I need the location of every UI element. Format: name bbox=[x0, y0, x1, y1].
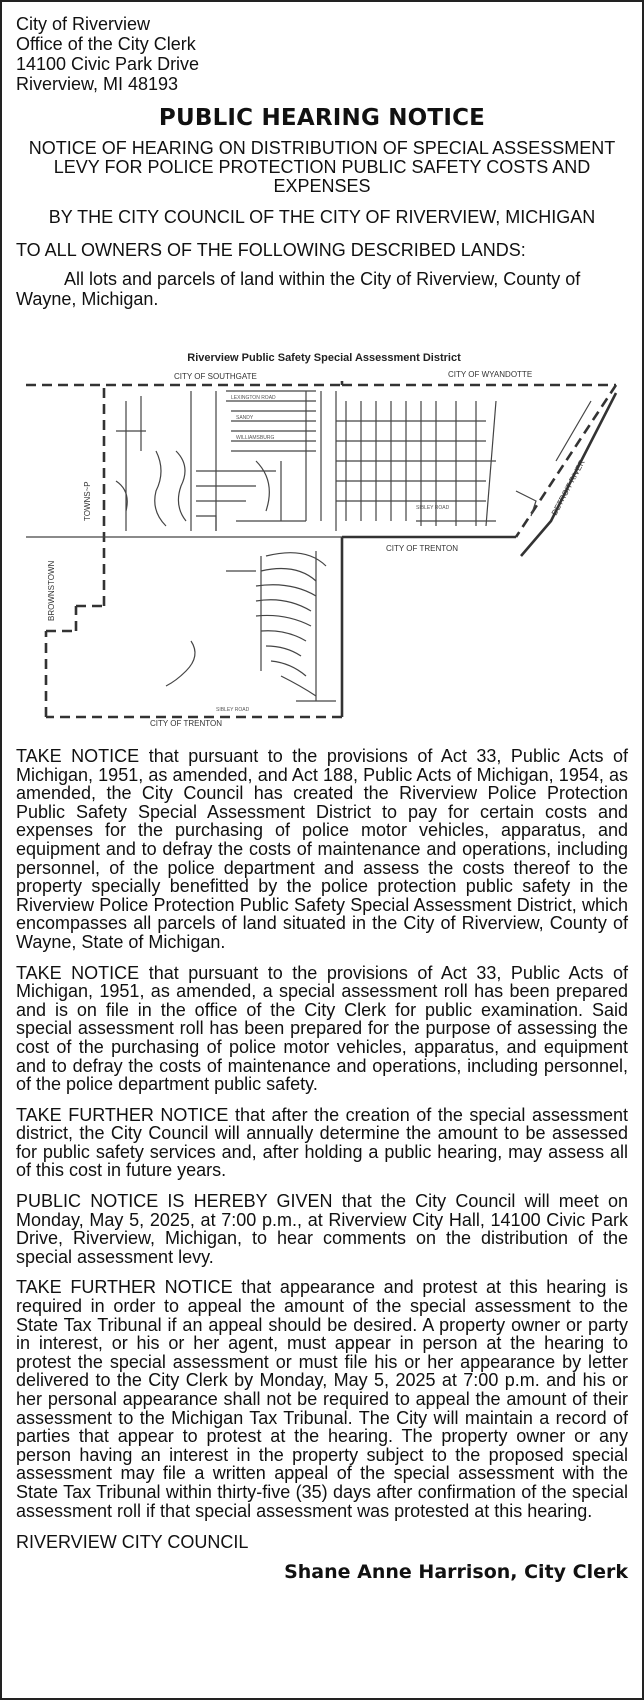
notice-paragraph-1: TAKE NOTICE that pursuant to the provisions of Act 33, Public Acts of Michigan, 1951, as amended, and Act 188, Public Acts of Michigan, 1954, as amended, the City Council has created the Riverview Police Protection Public Safety Special Assessment District to pay for certain costs and expenses for the purchasing of police motor vehicles, apparatus, and equipment and to defray the costs of maintenance and operations, including personnel, of the police department and assess the costs thereof to the property specially benefitted by the police protection public safety in the Riverview Police Protection Public Safety Special Assessment District, which encompasses all parcels of land situated in the City of Riverview, County of Wayne, State of Michigan. bbox=[16, 746, 628, 952]
map-label-brownstown: BROWNSTOWN bbox=[47, 560, 56, 621]
river-shoreline bbox=[521, 393, 616, 556]
notice-subtitle: NOTICE OF HEARING ON DISTRIBUTION OF SPECIAL ASSESSMENT LEVY FOR POLICE PROTECTION PUBLIC SAFETY COSTS AND EXPENSES bbox=[28, 138, 616, 196]
map-label-trenton-east: CITY OF TRENTON bbox=[386, 544, 459, 553]
address-line-zip: Riverview, MI 48193 bbox=[16, 74, 179, 94]
svg-text:SIBLEY ROAD: SIBLEY ROAD bbox=[416, 505, 450, 511]
clerk-signature: Shane Anne Harrison, City Clerk bbox=[284, 1561, 628, 1584]
council-signature: RIVERVIEW CITY COUNCIL bbox=[16, 1532, 249, 1553]
notice-paragraph-4: PUBLIC NOTICE IS HEREBY GIVEN that the City Council will meet on Monday, May 5, 2025, at 7:00 p.m., at Riverview City Hall, 14100 Civic Park Drive, Riverview, Michigan, to hear comments on the distribution of the special assessment levy. bbox=[16, 1191, 628, 1267]
map-title: Riverview Public Safety Special Assessment District bbox=[187, 352, 461, 364]
district-map bbox=[16, 341, 628, 731]
map-label-river: DETROIT RIVER bbox=[549, 458, 587, 517]
street-grid-south bbox=[166, 551, 336, 701]
notice-paragraph-2: TAKE NOTICE that pursuant to the provisions of Act 33, Public Acts of Michigan, 1951, as amended, a special assessment roll has been prepared and is on file in the office of the City Clerk for public examination. Said special assessment roll has been prepared for the purpose of assessing the cost of the purchasing of police motor vehicles, apparatus, and equipment and to defray the costs of maintenance and operations, including personnel, of the police department public safety. bbox=[16, 962, 628, 1095]
district-map-drawing bbox=[16, 341, 632, 731]
svg-text:WILLIAMSBURG: WILLIAMSBURG bbox=[236, 435, 275, 441]
clerk-address-block bbox=[16, 14, 628, 94]
svg-text:SANDY: SANDY bbox=[236, 415, 254, 421]
map-label-township: TOWNS~P bbox=[83, 481, 92, 521]
council-line: BY THE CITY COUNCIL OF THE CITY OF RIVERVIEW, MICHIGAN bbox=[48, 207, 596, 227]
owners-line: TO ALL OWNERS OF THE FOLLOWING DESCRIBED LANDS: bbox=[16, 240, 526, 260]
map-label-wyandotte: CITY OF WYANDOTTE bbox=[448, 370, 533, 379]
map-label-southgate: CITY OF SOUTHGATE bbox=[174, 372, 257, 381]
address-line-office: Office of the City Clerk bbox=[16, 34, 196, 54]
lands-description: All lots and parcels of land within the City of Riverview, County of Wayne, Michigan. bbox=[16, 269, 581, 309]
map-label-trenton-south: CITY OF TRENTON bbox=[150, 719, 223, 728]
svg-text:LEXINGTON ROAD: LEXINGTON ROAD bbox=[231, 395, 276, 401]
address-line-city: City of Riverview bbox=[16, 14, 151, 34]
svg-text:SIBLEY ROAD: SIBLEY ROAD bbox=[216, 707, 250, 713]
notice-paragraph-5: TAKE FURTHER NOTICE that appearance and protest at this hearing is required in order to appeal the amount of the special assessment to the State Tax Tribunal if an appeal should be desired. A property owner or party in interest, or his or her agent, must appear in person at the hearing to protest the special assessment or must file his or her appearance by letter delivered to the City Clerk by Monday, May 5, 2025 at 7:00 p.m. and his or her personal appearance shall not be required to appeal the amount of their assessment to the Michigan Tax Tribunal. The City will maintain a record of parties that appear to protest at the hearing. The property owner or any person having an interest in the property subject to the proposed special assessment may file a written appeal of the special assessment with the State Tax Tribunal within thirty-five (35) days after confirmation of the special assessment roll if that special assessment was protested at this hearing. bbox=[16, 1277, 628, 1521]
notice-paragraph-3: TAKE FURTHER NOTICE that after the creation of the special assessment district, the City Council will annually determine the amount to be assessed for public safety services and, after holding a public hearing, may assess all of this cost in future years. bbox=[16, 1104, 628, 1181]
address-line-street: 14100 Civic Park Drive bbox=[16, 54, 200, 74]
notice-title: PUBLIC HEARING NOTICE bbox=[158, 105, 486, 131]
